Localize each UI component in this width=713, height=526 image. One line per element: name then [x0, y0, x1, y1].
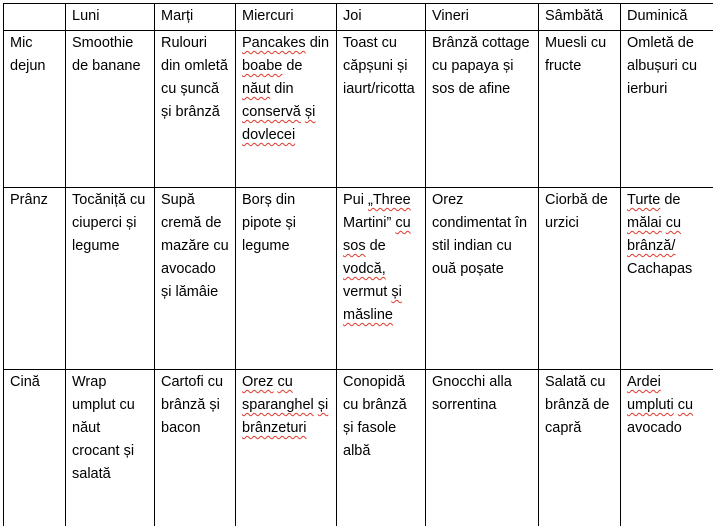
- row-label-cina: Cină: [4, 370, 66, 526]
- meal-cell: [236, 370, 337, 526]
- misspelled-text: măsline: [343, 307, 393, 323]
- misspelled-text: sos: [343, 238, 366, 254]
- column-header-vineri: Vineri: [426, 4, 539, 31]
- text-run: de: [282, 58, 303, 74]
- misspelled-text: Pancakes: [242, 35, 306, 51]
- misspelled-text: mălai: [627, 215, 662, 231]
- meal-cell: [426, 370, 539, 526]
- column-header-marti: Marți: [155, 4, 236, 31]
- text-run: Martini”: [343, 215, 396, 231]
- column-header-duminica: Duminică: [621, 4, 713, 31]
- misspelled-text: cu: [677, 397, 694, 413]
- misspelled-text: Orez: [242, 374, 274, 390]
- text-run: Wrap umplut cu năut crocant și salată: [72, 374, 135, 482]
- misspelled-text: cu: [395, 215, 411, 231]
- meal-cell: [66, 370, 155, 526]
- text-run: vermut: [343, 284, 392, 300]
- misspelled-text: cu: [665, 215, 682, 231]
- misspelled-text: Turte: [627, 192, 661, 208]
- misspelled-text: umpluti: [627, 397, 674, 413]
- text-run: Rulouri din omletă cu șuncă și brânză: [161, 35, 228, 120]
- weekly-meal-plan-table: [3, 3, 713, 526]
- meal-cell: [155, 188, 236, 370]
- meal-cell: [539, 188, 621, 370]
- meal-cell: [621, 31, 713, 188]
- misspelled-text: și: [391, 284, 402, 300]
- text-run: avocado: [627, 420, 682, 436]
- text-run: din: [305, 35, 330, 51]
- meal-cell: [236, 188, 337, 370]
- meal-cell: [426, 31, 539, 188]
- meal-cell: [66, 31, 155, 188]
- lunch-row: [4, 188, 713, 370]
- row-label-pranz: Prânz: [4, 188, 66, 370]
- text-run: Gnocchi alla sorrentina: [432, 374, 512, 413]
- meal-cell: [66, 188, 155, 370]
- header-row: [4, 4, 713, 31]
- text-run: Cartofi cu brânză și bacon: [161, 374, 224, 436]
- corner-cell: [4, 4, 66, 31]
- text-run: de: [660, 192, 681, 208]
- column-header-joi: Joi: [337, 4, 426, 31]
- text-run: Brânză cottage cu papaya și sos de afine: [432, 35, 530, 97]
- column-header-miercuri: Miercuri: [236, 4, 337, 31]
- meal-cell: [539, 370, 621, 526]
- text-run: Borș din pipote și legume: [242, 192, 297, 254]
- misspelled-text: „Three: [368, 192, 411, 208]
- meal-cell: [155, 31, 236, 188]
- breakfast-row: [4, 31, 713, 188]
- column-header-luni: Luni: [66, 4, 155, 31]
- text-run: Smoothie de banane: [72, 35, 141, 74]
- text-run: Omletă de albușuri cu ierburi: [627, 35, 698, 97]
- misspelled-text: sparanghel: [242, 397, 314, 413]
- misspelled-text: cu: [277, 374, 293, 390]
- text-run: Pui: [343, 192, 368, 208]
- text-run: Muesli cu fructe: [545, 35, 607, 74]
- misspelled-text: brânză/: [627, 238, 676, 254]
- meal-cell: [539, 31, 621, 188]
- text-run: Toast cu căpșuni și iaurt/ricotta: [343, 35, 415, 97]
- misspelled-text: Ardei: [627, 374, 661, 390]
- meal-cell: [236, 31, 337, 188]
- misspelled-text: vodcă,: [343, 261, 386, 277]
- row-label-mic-dejun: Mic dejun: [4, 31, 66, 188]
- misspelled-text: și: [304, 104, 316, 120]
- meal-cell: [337, 370, 426, 526]
- text-run: din: [270, 81, 294, 97]
- misspelled-text: boabe: [242, 58, 283, 74]
- dinner-row: [4, 370, 713, 526]
- misspelled-text: brânzeturi: [242, 420, 307, 436]
- misspelled-text: năut: [242, 81, 271, 97]
- meal-cell: [337, 31, 426, 188]
- meal-cell: [337, 188, 426, 370]
- misspelled-text: dovlecei: [242, 127, 296, 143]
- column-header-sambata: Sâmbătă: [539, 4, 621, 31]
- meal-cell: [621, 370, 713, 526]
- misspelled-text: și: [317, 397, 329, 413]
- meal-cell: [155, 370, 236, 526]
- meal-cell: [426, 188, 539, 370]
- text-run: Supă cremă de mazăre cu avocado și lămâie: [161, 192, 229, 300]
- text-run: Tocăniță cu ciuperci și legume: [72, 192, 146, 254]
- meal-cell: [621, 188, 713, 370]
- misspelled-text: conservă: [242, 104, 301, 120]
- text-run: Salată cu brânză de capră: [545, 374, 610, 436]
- text-run: Orez condimentat în stil indian cu ouă poșate: [432, 192, 528, 277]
- text-run: Cachapas: [627, 261, 693, 277]
- text-run: Conopidă cu brânză și fasole albă: [343, 374, 407, 459]
- text-run: Ciorbă de urzici: [545, 192, 608, 231]
- text-run: de: [365, 238, 386, 254]
